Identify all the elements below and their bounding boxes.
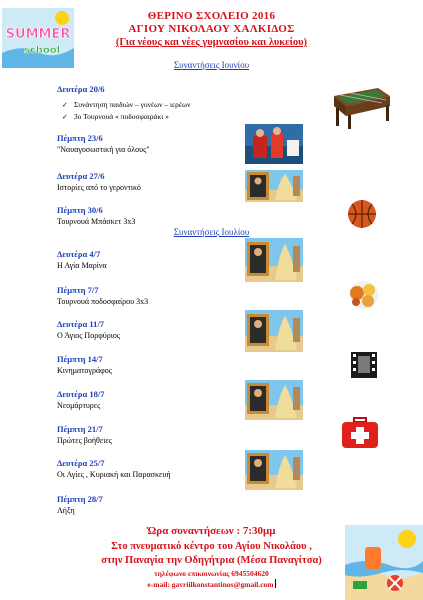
title-line-1: ΘΕΡΙΝΟ ΣΧΟΛΕΙΟ 2016 <box>147 10 276 22</box>
icon-painting-image <box>245 170 303 202</box>
title-line-2: ΑΓΙΟΥ ΝΙΚΟΛΑΟΥ ΧΑΛΚΙΔΟΣ <box>128 23 295 35</box>
meeting-place-line-2: στην Παναγία την Οδηγήτρια (Μέσα Παναγίτσα) <box>101 555 322 566</box>
event-date: Πέμπτη 28/7 <box>57 494 103 504</box>
text-cursor <box>275 579 276 588</box>
event-date: Δευτέρα 4/7 <box>57 249 101 259</box>
beach-illustration <box>345 525 423 600</box>
event-date: Πέμπτη 23/6 <box>57 133 103 143</box>
section-july: Συναντήσεις Ιουλίου <box>173 227 250 237</box>
lifeguard-photo <box>245 124 303 164</box>
event-date: Δευτέρα 27/6 <box>57 171 105 181</box>
event-description: Οι Αγίες , Κυριακή και Παρασκευή <box>57 470 171 479</box>
icon-painting-image <box>245 238 303 282</box>
contact-email-text: e-mail: gavriilkonstantinos@gmail.com <box>147 580 274 589</box>
event-description: "Ναυαγοσωστική για όλους" <box>57 145 150 154</box>
logo-text-summer: SUMMER <box>5 27 71 42</box>
icon-painting-image <box>245 380 303 420</box>
logo-text-school: school <box>23 45 61 56</box>
event-description: Τουρνουά Μπάσκετ 3x3 <box>57 217 136 226</box>
event-date: Δευτέρα 11/7 <box>57 319 104 329</box>
checklist-item: ✓ Συνάντηση παιδιών – γονέων – ιερέων <box>62 99 190 111</box>
section-june: Συναντήσεις Ιουνίου <box>173 60 250 70</box>
event-description: Η Αγία Μαρίνα <box>57 261 107 270</box>
event-description: Τουρνουά ποδοσφαίρου 3x3 <box>57 297 149 306</box>
icon-painting-image <box>245 450 303 490</box>
event-date: Πέμπτη 7/7 <box>57 285 99 295</box>
contact-phone: τηλέφωνο επικοινωνίας 6945504620 <box>154 569 269 578</box>
foosball-table-image <box>330 82 392 130</box>
event-description: Ιστορίες από το γεροντικό <box>57 183 141 192</box>
event-date: Δευτέρα 20/6 <box>57 84 105 94</box>
event-date: Δευτέρα 18/7 <box>57 389 105 399</box>
event-checklist <box>62 99 190 123</box>
event-date: Πέμπτη 30/6 <box>57 205 103 215</box>
title-subtitle: (Για νέους και νέες γυμνασίου και λυκείου) <box>115 37 308 48</box>
event-date: Δευτέρα 25/7 <box>57 458 105 468</box>
event-date: Πέμπτη 14/7 <box>57 354 103 364</box>
meeting-place-line-1: Στο πνευματικό κέντρο του Αγίου Νικολάου , <box>111 541 312 552</box>
meeting-time: Ώρα συναντήσεων : 7:30μμ <box>147 525 276 537</box>
icon-painting-image <box>245 310 303 352</box>
film-icon <box>348 350 380 380</box>
event-description: Πρώτες βοήθειες <box>57 436 112 445</box>
first-aid-icon <box>340 414 380 450</box>
balls-icon <box>346 280 382 310</box>
event-date: Πέμπτη 21/7 <box>57 424 103 434</box>
event-description: Νεομάρτυρες <box>57 401 101 410</box>
event-description: Λήξη <box>57 506 75 515</box>
checklist-item: ✓ 3ο Τουρνουά « ποδοσφαιράκι » <box>62 111 190 123</box>
event-description: Ο Άγιος Πορφύριος <box>57 331 121 340</box>
basketball-icon <box>346 198 378 230</box>
event-description: Κινηματογράφος <box>57 366 112 375</box>
